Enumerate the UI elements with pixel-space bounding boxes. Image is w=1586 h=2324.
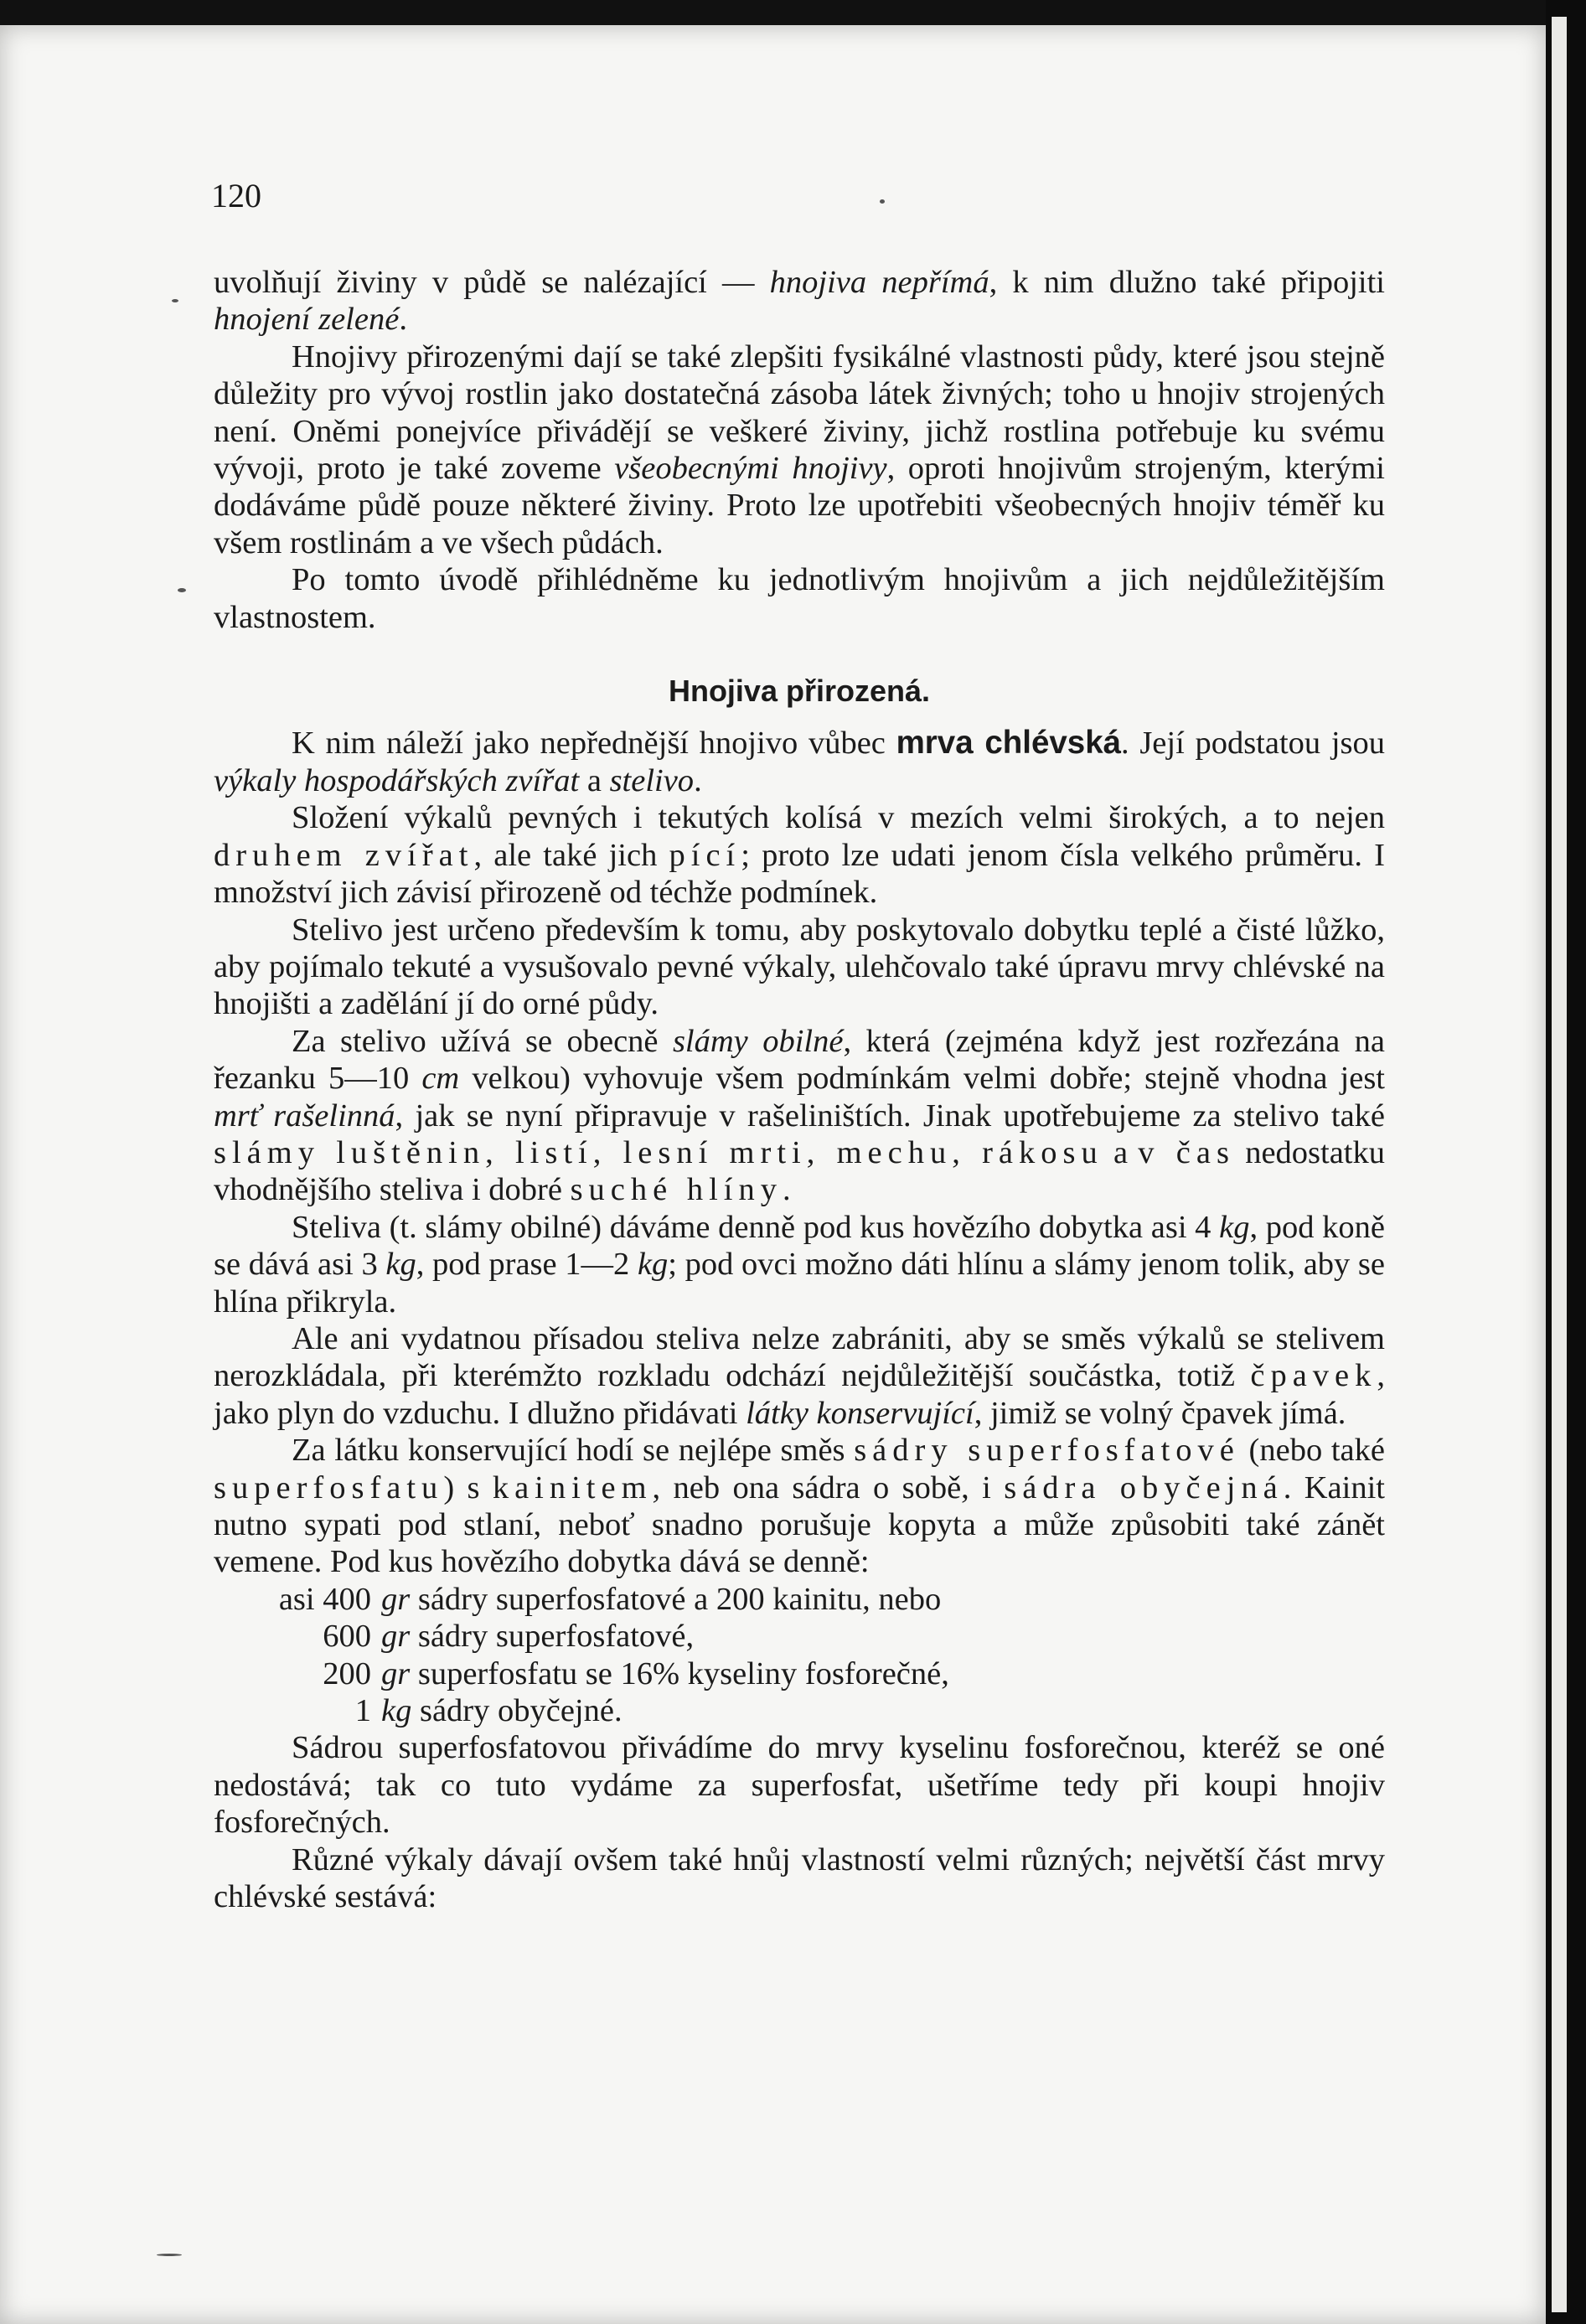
text-run: , ale také jich [473, 837, 669, 873]
text-run: , neb ona sádra o sobě, i [652, 1469, 1005, 1505]
dosage-text: superfosfatu se 16% kyseliny fosforečné, [410, 1655, 949, 1691]
spaced-text: suché hlíny [570, 1172, 783, 1208]
spaced-text: slámy luštěnin, listí, lesní mrti, mechu, rákosu [214, 1134, 1103, 1170]
spaced-text: kainitem [492, 1469, 653, 1505]
dosage-row [214, 1581, 1385, 1618]
dosage-description [381, 1618, 1385, 1655]
dosage-quantity: 600 [323, 1619, 371, 1655]
text-run: . [399, 302, 407, 338]
dosage-description [381, 1692, 1385, 1729]
bold-text: mrva chlévská [896, 725, 1122, 762]
text-run: uvolňují živiny v půdě se nalézající — [214, 265, 770, 300]
italic-text: všeobecnými hnojivy [614, 451, 887, 487]
text-run: Steliva (t. slámy obilné) dáváme denně pod kus hovězího dobytka asi 4 [292, 1209, 1220, 1245]
italic-text: slámy obilné [672, 1023, 844, 1059]
book-page [0, 25, 1546, 2324]
paragraph-preservative [214, 1432, 1385, 1581]
text-run: . Její podstatou jsou [1121, 726, 1386, 762]
italic-text: cm [421, 1061, 460, 1097]
dosage-quantity: 1 [354, 1693, 371, 1729]
text-run: Po tomto úvodě přihlédněme ku jednotlivým hnojivům a jich nejdůležitějším vlastnostem. [214, 562, 1385, 635]
paragraph-phosphoric [214, 1729, 1385, 1841]
dosage-description [381, 1655, 1385, 1692]
dosage-unit: kg [381, 1693, 412, 1729]
paragraph-ammonia [214, 1320, 1385, 1432]
dosage-text: sádry superfosfatové a 200 kainitu, nebo [410, 1581, 942, 1617]
text-run: ) s [443, 1469, 493, 1505]
dosage-row [214, 1655, 1385, 1692]
text-run: , která (zejména když jest rozřezána na řezanku 5—10 [214, 1023, 1385, 1097]
spaced-text: superfosfatu [214, 1469, 444, 1505]
spaced-text: pící [669, 837, 741, 873]
text-run: Hnojivy přirozenými dají se také zlepšiti fysikálné vlastnosti půdy, které jsou stejně důležity pro vývoj rostlin jako dostatečná zásoba látek živných; toho u hnojiv strojených není. Oněmi ponejvíce přivádějí se veškeré živiny, jichž rostlina potřebuje ku svému vývoji, proto je také zoveme [214, 338, 1385, 487]
closing-paragraphs [214, 1729, 1385, 1915]
text-run: Různé výkaly dávají ovšem také hnůj vlastností velmi různých; největší část mrvy chlévské sestává: [214, 1841, 1385, 1915]
dosage-text: sádry obyčejné. [411, 1693, 623, 1729]
text-run: Ale ani vydatnou přísadou steliva nelze zabrániti, aby se směs výkalů se stelivem nerozkládala, při kterémžto rozkladu odchází nejdůležitější součástka, totiž [214, 1320, 1385, 1394]
text-run: . [694, 762, 702, 798]
dosage-row [214, 1618, 1385, 1655]
italic-text: hnojení zelené [214, 302, 400, 338]
italic-text: mrť rašelinná [214, 1097, 395, 1134]
paragraph-excrement [214, 799, 1385, 911]
text-run: nedostatku vhodnějšího steliva i dobré [214, 1134, 1385, 1208]
section-heading [214, 673, 1385, 710]
dosage-quantity: asi 400 [278, 1581, 371, 1617]
paragraph-continuation [214, 264, 1385, 338]
italic-text: kg [637, 1247, 669, 1283]
page-number: 120 [211, 177, 261, 214]
dosage-unit: gr [381, 1581, 411, 1617]
spaced-text: druhem zvířat [214, 837, 474, 873]
text-run: a [579, 762, 610, 798]
page-body [214, 264, 1385, 1915]
paragraph-intro-end [214, 561, 1385, 636]
italic-text: výkaly hospodářských zvířat [214, 762, 580, 798]
text-run: a [1103, 1134, 1139, 1170]
spaced-text: čpavek [1250, 1358, 1377, 1394]
text-run: ; pod ovci možno dáti hlínu a slámy jenom tolik, aby se hlína přikryla. [214, 1247, 1386, 1320]
dosage-row [214, 1692, 1385, 1729]
text-run: ; proto lze udati jenom čísla velkého průměru. I množství jich závisí přirozeně od téchže podmínek. [214, 837, 1385, 911]
dosage-description [381, 1581, 1385, 1618]
paragraph-composition [214, 1841, 1385, 1916]
main-paragraphs [214, 264, 1385, 1581]
dosage-unit: gr [381, 1655, 411, 1691]
italic-text: látky konservující [746, 1395, 974, 1431]
italic-text: kg [385, 1247, 416, 1283]
text-run: Za stelivo užívá se obecně [292, 1023, 673, 1059]
text-run: . [783, 1172, 791, 1208]
text-run: Složení výkalů pevných i tekutých kolísá v mezích velmi širokých, a to nejen [292, 800, 1385, 836]
text-run: , pod koně se dává asi 3 [214, 1209, 1385, 1283]
dosage-quantity: 200 [323, 1655, 371, 1691]
text-run: Hnojiva přirozená. [668, 674, 931, 709]
text-run: , k nim dlužno také připojiti [989, 265, 1385, 300]
text-run: , jimiž se volný čpavek jímá. [974, 1395, 1346, 1431]
scan-speck [880, 199, 885, 204]
paragraph-bedding [214, 912, 1385, 1023]
next-page-edge [1552, 17, 1567, 2312]
spaced-text: sádra obyčejná [1004, 1469, 1284, 1505]
paragraph-natural-manures [214, 338, 1385, 561]
scan-speck [172, 299, 178, 302]
text-run: Stelivo jest určeno především k tomu, aby poskytovalo dobytku teplé a čisté lůžko, aby pojímalo tekuté a vysušovalo pevné výkaly, ulehčovalo také úpravu mrvy chlévské na hnojišti a zadělání jí do orné půdy. [214, 912, 1385, 1022]
text-run: , pod prase 1—2 [416, 1247, 638, 1283]
dosage-list [214, 1581, 1385, 1730]
text-run: , jako plyn do vzduchu. I dlužno přidávati [214, 1358, 1385, 1431]
italic-text: hnojiva nepřímá [769, 265, 989, 300]
text-run: , jak se nyní připravuje v rašeliništích. Jinak upotřebujeme za stelivo také [395, 1097, 1385, 1134]
spaced-text: sádry superfosfatové [854, 1433, 1240, 1469]
italic-text: stelivo [609, 762, 695, 798]
dosage-text: sádry superfosfatové, [410, 1619, 695, 1655]
text-run: (nebo také [1239, 1433, 1385, 1469]
text-run: , oproti hnojivům strojeným, kterými dodáváme půdě pouze některé živiny. Proto lze upotřebiti všeobecných hnojiv téměř ku všem rostlinám a ve všech půdách. [214, 451, 1385, 560]
text-run: K nim náleží jako nepřednější hnojivo vůbec [292, 726, 896, 762]
text-run: Za látku konservující hodí se nejlépe směs [292, 1433, 855, 1469]
text-run: velkou) vyhovuje všem podmínkám velmi dobře; stejně vhodna jest [459, 1061, 1385, 1097]
text-run: . Kainit nutno sypati pod stlaní, neboť snadno porušuje kopyta a může způsobiti také zánět vemene. Pod kus hovězího dobytka dává se denně: [214, 1469, 1385, 1580]
dosage-unit: gr [381, 1619, 411, 1655]
paragraph-stable-manure [214, 725, 1385, 799]
paragraph-straw [214, 1023, 1385, 1209]
italic-text: kg [1219, 1209, 1250, 1245]
spaced-text: v čas [1138, 1134, 1235, 1170]
text-run: Sádrou superfosfatovou přivádíme do mrvy kyselinu fosforečnou, kteréž se oné nedostává; tak co tuto vydáme za superfosfat, ušetříme tedy při koupi hnojiv fosforečných. [214, 1730, 1385, 1841]
scan-speck [178, 588, 186, 592]
scan-speck [157, 2254, 182, 2256]
paragraph-quantities [214, 1209, 1385, 1320]
